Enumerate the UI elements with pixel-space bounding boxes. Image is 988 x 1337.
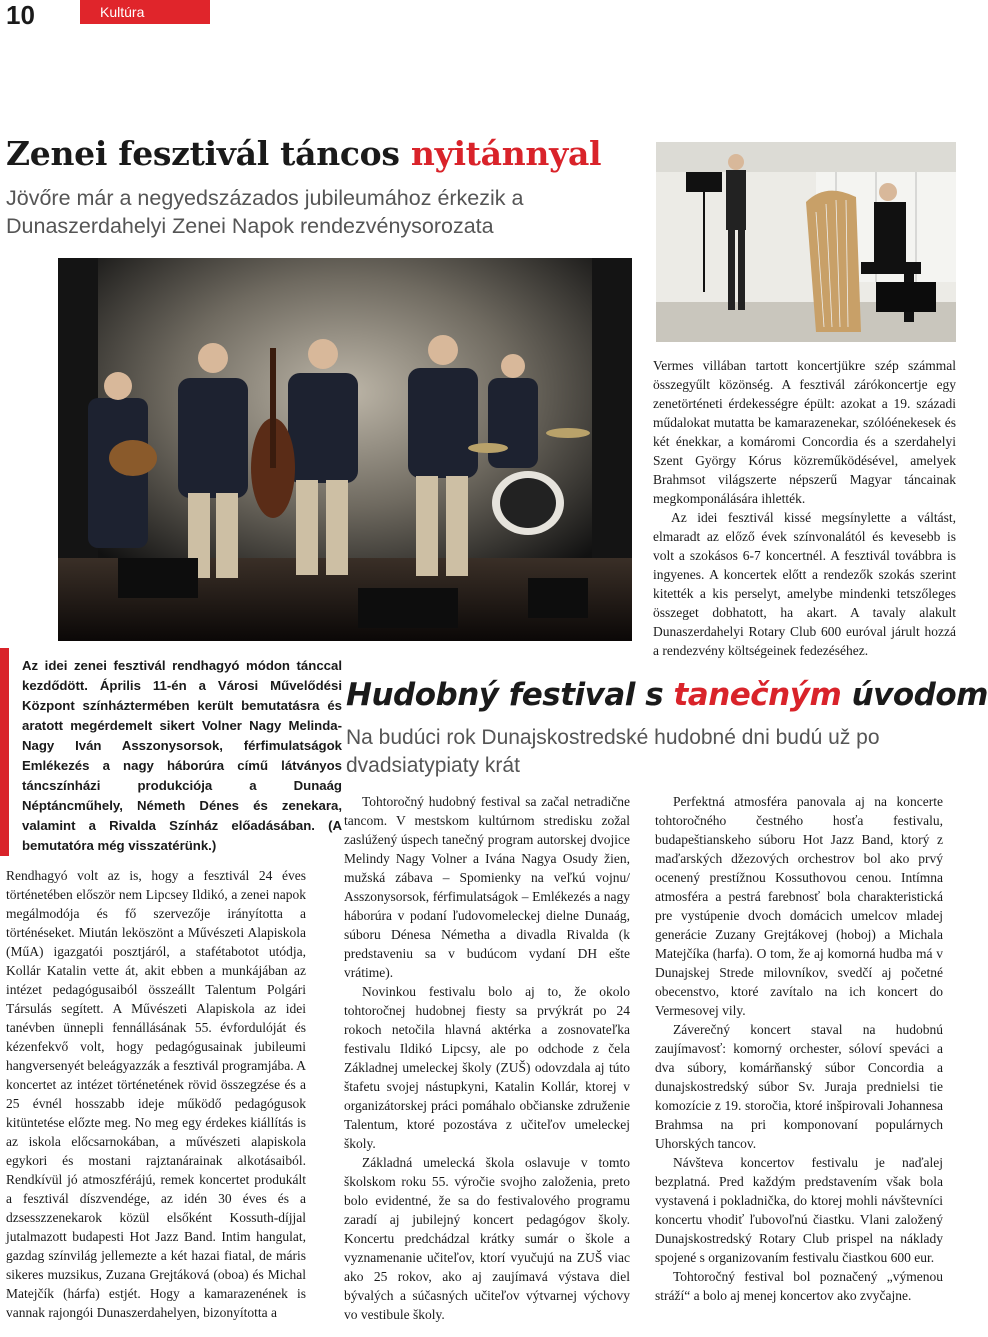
hu-body-paragraph: Rendhagyó volt az is, hogy a fesztivál 24 éves történetében először nem Lipcsey Ildikó, a zenei napok megálmodója és fő szervezője irányította a történéseket. Miután leköszönt a Művészeti Alapiskola (MűA) igazgatói posztjáról, a stafétabotot utódja, Kollár Katalin vette át, akit ebben a munkájában az intézet pedagógusaiból összeállt Talentum Polgári Társulás segített. A Művészeti Alapiskola az idei tanévben ünnepli fennállásának 55. évfordulóját és kézenfekvő volt, hogy pedagógusainak jubileumi hangversenyét beleágyazzák a fesztivál programjába. A koncertet az intézet történetének rövid összegzése és a 25 évnél hosszabb ideje működő pedagógusok kitüntetése előzte meg. No meg egy érdekes kiállítás is az iskola előcsarnokában, a művészeti alapiskola egykori és mostani rajztanárainak alkotásaiból. Rendkívül jó atmoszférájú, remek koncertet produkált a fesztivál díszvendége, az idén 30 éves és a dzsesszzenekarok közül elsőként Kossuth-díjjal jutalmazott budapesti Hot Jazz Band. Intim hangulat, gazdag színvilág jellemezte a két hazai fiatal, de máris sikeres muzsikus, Zuzana Grejtáková (oboa) és Michal Matejčík (hárfa) estjét. Hogy a kamarazenének is vannak rajongói Dunaszerdahelyen, bizonyította a	[6, 868, 306, 1320]
jazz-band-photo	[58, 258, 632, 641]
hu-body-right-column	[653, 356, 956, 660]
harp-oboe-photo	[656, 142, 956, 342]
sk-headline-accent: tanečným	[673, 677, 842, 713]
hu-body-left-column	[6, 866, 306, 1322]
sk-headline	[346, 675, 988, 715]
sk-body-column-2	[655, 792, 943, 1305]
sk-body-paragraph: Perfektná atmosféra panovala aj na koncerte tohtoročného čestného hosťa festivalu, budapeštianskeho súboru Hot Jazz Band, ktorý z maďarských džezových orchestrov bol ako prvý ocenený prestížnou Kossuthovou cenou. Intímna atmosféra a pestrá farebnosť bola charakteristická pre vystúpenie dvoch domácich umelcov mladej generácie Zuzany Grejtákovej (hoboj) a Michala Matejčíka (harfa). O tom, že aj komorná hudba má v Dunajskej Strede milovníkov, svedčí aj početné obecenstvo, ktoré zavítalo na ich koncert do Vermesovej vily.	[655, 794, 943, 1018]
jazz-band-photo-art	[58, 258, 632, 641]
sk-body-paragraph: Tohtoročný hudobný festival sa začal netradične tancom. V mestskom kultúrnom stredisku zožal zaslúžený úspech tanečný program autorskej dvojice Melindy Nagy Volner a Ivána Nagya Osudy žien, mužská zábava – Spomienky na veľkú vojnu/ Asszonysorsok, férfimulatságok – Emlékezés a nagy háborúra v podaní ľudovomeleckej dielne Dunaág, súboru Dénesa Németha a divadla Rivalda (k predstaveniu sa v budúcom vydaní DH ešte vrátime).	[344, 794, 630, 980]
hu-headline	[6, 134, 601, 174]
page-number: 10	[6, 0, 35, 30]
hu-body-paragraph: Az idei fesztivál kissé megsínylette a váltást, elmaradt az előző évek színvonalától és kevesebb is volt a szokásos 6-7 koncertnél. A fesztivál továbbra is ingyenes. A koncertek előtt a rendezők szokás szerint kitették a kis perselyt, amelybe mindenki tetszőleges összeget dobhatott, ha akart. A tavaly alakult Dunaszerdahelyi Rotary Club 600 euróval járult hozzá a rendezvény költségeinek fedezéséhez.	[653, 510, 956, 658]
sk-body-paragraph: Návšteva koncertov festivalu je naďalej bezplatná. Pred každým predstavením však bola vystavená i pokladnička, do ktorej mohli návštevníci koncertu vhodiť ľubovoľnú čiastku. Vlani založený Dunajskostredský Rotary Club prispel na náklady spojené s organizovaním festivalu čiastkou 600 eur.	[655, 1155, 943, 1265]
sk-headline-end: úvodom	[851, 677, 988, 713]
harp-oboe-photo-art	[656, 142, 956, 342]
hu-lead-paragraph: Az idei zenei fesztivál rendhagyó módon tánccal kezdődött. Április 11-én a Városi Művelődési Központ színháztermében került bemutatásra és aratott megérdemelt sikert Volner Nagy Melinda-Nagy Iván Asszonysorsok, férfimulatságok Emlékezés a nagy háborúra című látványos táncszínházi produkciója a Dunaág Néptáncműhely, Németh Dénes és zenekara, valamint a Rivalda Színház előadásában. (A bemutatóra még visszatérünk.)	[22, 658, 342, 853]
lead-accent-bar	[0, 648, 9, 856]
sk-body-column-1	[344, 792, 630, 1324]
hu-headline-accent: nyitánnyal	[410, 134, 602, 173]
sk-headline-main: Hudobný festival s	[346, 677, 664, 713]
sk-body-paragraph: Základná umelecká škola oslavuje v tomto školskom roku 55. výročie svojho založenia, preto bolo evidentné, že sa do festivalového programu zaradí aj jubilejný koncert pedagógov školy. Koncertu predchádzal krátky sumár o škole a vyznamenanie učiteľov, ktorí vyučujú na ZUŠ viac ako 25 rokov, ako aj zaujímavá výstava diel bývalých a súčasných učiteľov výtvarnej výchovy vo vestibule školy.	[344, 1155, 630, 1322]
hu-body-paragraph: Vermes villában tartott koncertjükre szép számmal összegyűlt közönség. A fesztivál zárókoncertje egy zenetörténeti érdekességre épült: azokat a 19. századi műdalokat mutatta be kamarazenekar, szólóénekesek és két énekkar, a komáromi Concordia és a szerdahelyi Szent György Kórus közreműködésével, amelyek Brahmsot világszerte népszerű Magyar táncainak megkomponálására ihlették.	[653, 358, 956, 506]
hu-subheadline: Jövőre már a negyedszázados jubileumához érkezik a Dunaszerdahelyi Zenei Napok rendezvénysorozata	[6, 186, 524, 238]
sk-subheadline: Na budúci rok Dunajskostredské hudobné dni budú už po dvadsiatypiaty krát	[346, 726, 880, 777]
section-label: Kultúra	[80, 0, 210, 24]
sk-body-paragraph: Novinkou festivalu bolo aj to, že okolo tohtoročnej hudobnej fiesty sa prvýkrát po 24 rokoch netočila hlavná aktérka a zosnovateľka festivalu Ildikó Lipcsy, ale po odchode z čela Základnej umeleckej školy (ZUŠ) odovzdala aj túto štafetu svojej nástupkyni, Katalin Kollár, ktorej v organizátorskej práci pomáhalo občianske združenie Talentum, ktoré pozostáva z učiteľov umeleckej školy.	[344, 984, 630, 1151]
sk-body-paragraph: Záverečný koncert staval na hudobnú zaujímavosť: komorný orchester, sóloví speváci a dva súbory, komárňanský súbor Concordia a dunajskostredský súbor Sv. Juraja prednielsi tie komozície z 19. storočia, ktoré inšpirovali Johannesa Brahmsa na pri komponovaní populárnych Uhorských tancov.	[655, 1022, 943, 1151]
hu-headline-main: Zenei fesztivál táncos	[6, 134, 400, 173]
sk-body-paragraph: Tohtoročný festival bol poznačený „výmenou stráží“ a bolo aj menej koncertov ako zvyčajne.	[655, 1269, 943, 1303]
